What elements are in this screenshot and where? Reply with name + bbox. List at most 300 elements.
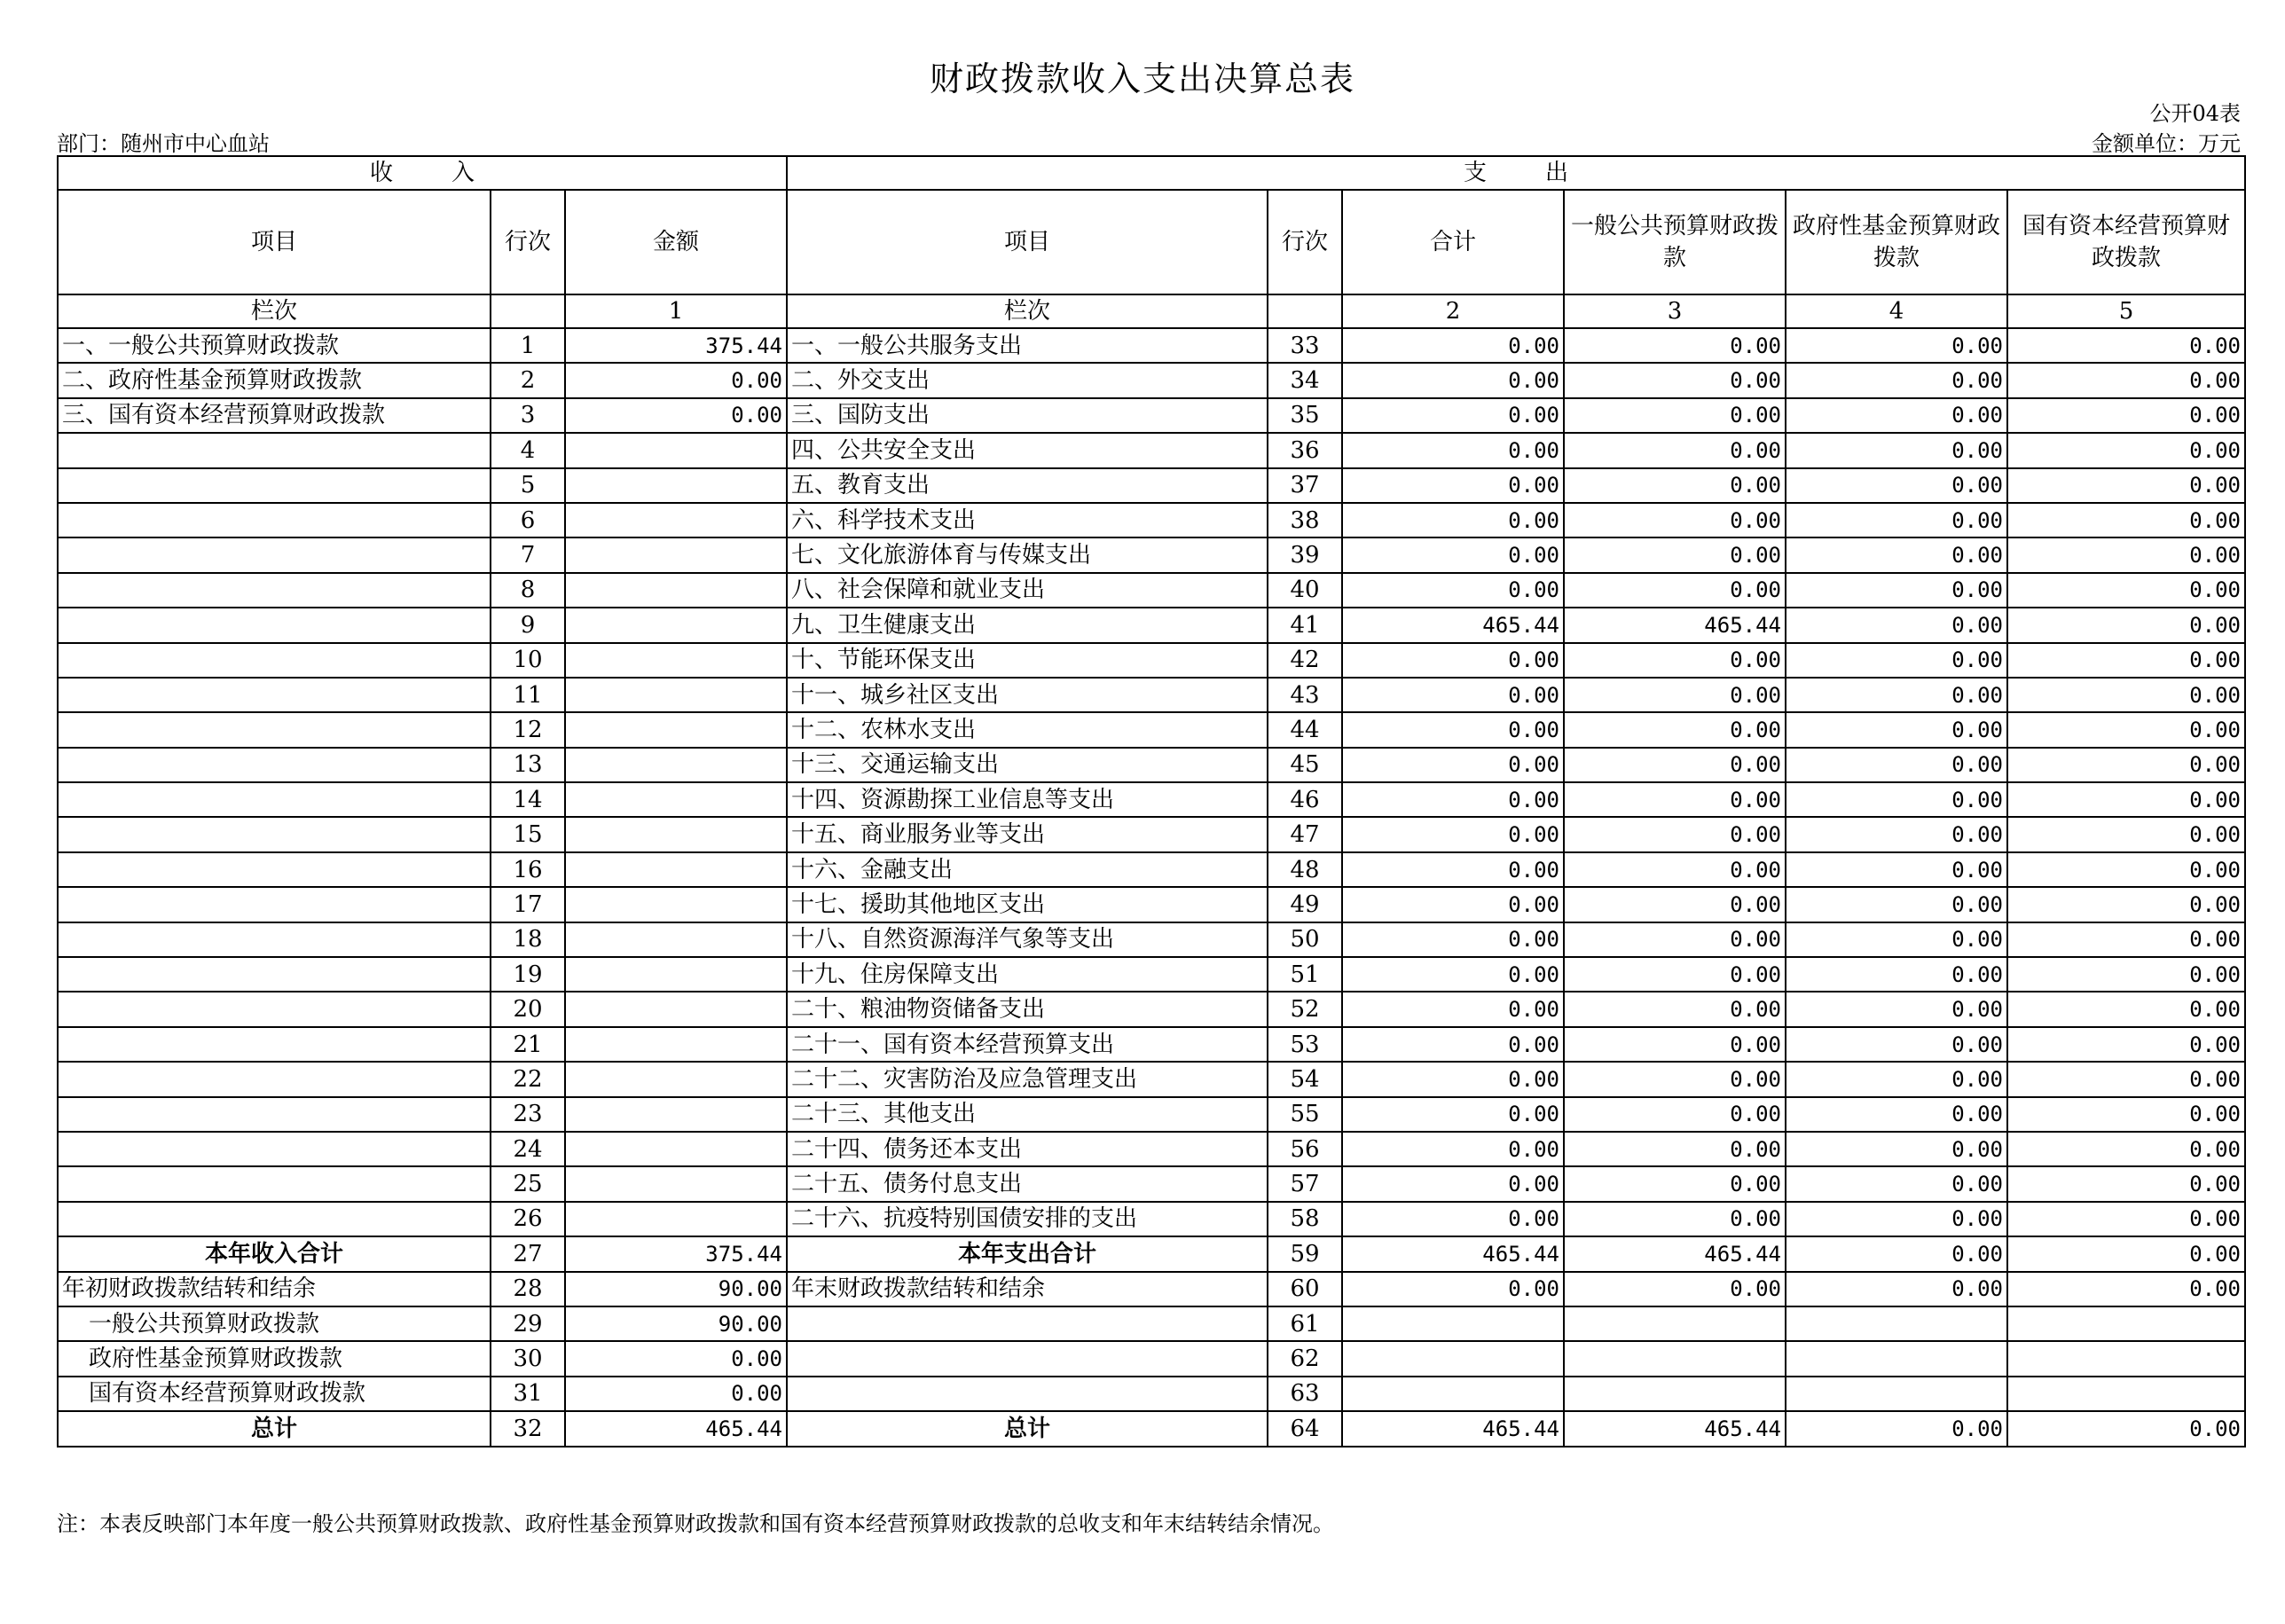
fund-budget-cell: 0.00: [1786, 573, 2007, 608]
income-amount-cell: [565, 643, 787, 678]
expense-row-no-cell: 47: [1268, 817, 1342, 851]
income-amount-cell: 0.00: [565, 1341, 787, 1376]
table-row: [58, 328, 2245, 363]
expense-item-cell: [787, 1377, 1268, 1411]
income-row-no-cell: 5: [491, 468, 565, 503]
expense-row-no-cell: 44: [1268, 712, 1342, 747]
income-item-cell: [58, 1166, 491, 1201]
total-cell: 0.00: [1342, 852, 1564, 887]
income-item-cell: 总计: [58, 1411, 491, 1446]
expense-item-cell: 十九、住房保障支出: [787, 957, 1268, 992]
expense-item-cell: 十、节能环保支出: [787, 643, 1268, 678]
fund-budget-cell: 0.00: [1786, 608, 2007, 642]
income-amount-cell: [565, 537, 787, 572]
income-item-cell: [58, 1132, 491, 1166]
column-number-3: 3: [1564, 294, 1786, 328]
table-row: [58, 468, 2245, 503]
expense-row-no-cell: 62: [1268, 1341, 1342, 1376]
income-item-cell: [58, 817, 491, 851]
income-amount-cell: 465.44: [565, 1411, 787, 1446]
table-row: [58, 1132, 2245, 1166]
general-budget-cell: 0.00: [1564, 643, 1786, 678]
total-cell: 0.00: [1342, 468, 1564, 503]
income-item-cell: 年初财政拨款结转和结余: [58, 1272, 491, 1306]
table-row: [58, 817, 2245, 851]
general-budget-cell: 0.00: [1564, 363, 1786, 397]
income-item-cell: [58, 852, 491, 887]
state-capital-cell: 0.00: [2007, 608, 2245, 642]
expense-row-no-cell: 40: [1268, 573, 1342, 608]
general-budget-cell: 0.00: [1564, 1272, 1786, 1306]
fund-budget-cell: 0.00: [1786, 328, 2007, 363]
income-amount-cell: [565, 957, 787, 992]
state-capital-cell: 0.00: [2007, 1236, 2245, 1271]
income-row-no-cell: 1: [491, 328, 565, 363]
general-budget-cell: 465.44: [1564, 1236, 1786, 1271]
general-budget-cell: 0.00: [1564, 537, 1786, 572]
column-number-5: 5: [2007, 294, 2245, 328]
state-capital-cell: 0.00: [2007, 887, 2245, 922]
expense-item-cell: 九、卫生健康支出: [787, 608, 1268, 642]
income-item-cell: [58, 537, 491, 572]
income-item-cell: [58, 922, 491, 957]
fund-budget-header: 政府性基金预算财政拨款: [1786, 190, 2007, 294]
income-row-no-cell: 32: [491, 1411, 565, 1446]
income-row-no-cell: 3: [491, 398, 565, 433]
general-budget-cell: 0.00: [1564, 503, 1786, 537]
general-budget-cell: 465.44: [1564, 608, 1786, 642]
fund-budget-cell: 0.00: [1786, 957, 2007, 992]
income-amount-cell: [565, 468, 787, 503]
total-cell: 0.00: [1342, 748, 1564, 782]
table-row: [58, 1341, 2245, 1376]
income-item-cell: 一般公共预算财政拨款: [58, 1306, 491, 1341]
general-budget-header: 一般公共预算财政拨款: [1564, 190, 1786, 294]
total-cell: 0.00: [1342, 1097, 1564, 1132]
expense-row-no-cell: 58: [1268, 1202, 1342, 1236]
total-cell: 0.00: [1342, 1166, 1564, 1201]
form-number: 公开04表: [2149, 101, 2241, 126]
state-capital-cell: 0.00: [2007, 817, 2245, 851]
general-budget-cell: [1564, 1341, 1786, 1376]
state-capital-cell: 0.00: [2007, 1062, 2245, 1096]
income-row-no-cell: 15: [491, 817, 565, 851]
income-item-cell: [58, 503, 491, 537]
table-row: [58, 573, 2245, 608]
table-row: [58, 1062, 2245, 1096]
income-row-no-cell: 30: [491, 1341, 565, 1376]
table-row: [58, 1097, 2245, 1132]
general-budget-cell: 0.00: [1564, 468, 1786, 503]
state-capital-cell: 0.00: [2007, 922, 2245, 957]
table-row: [58, 748, 2245, 782]
column-label-blank: [1268, 294, 1342, 328]
expense-item-cell: 十二、农林水支出: [787, 712, 1268, 747]
table-row: [58, 537, 2245, 572]
general-budget-cell: [1564, 1377, 1786, 1411]
general-budget-cell: 0.00: [1564, 1166, 1786, 1201]
total-cell: 0.00: [1342, 992, 1564, 1026]
table-row: [58, 782, 2245, 817]
table-row: [58, 678, 2245, 712]
income-item-cell: 一、一般公共预算财政拨款: [58, 328, 491, 363]
table-row: [58, 957, 2245, 992]
column-number-1: 1: [565, 294, 787, 328]
income-amount-cell: [565, 1097, 787, 1132]
income-row-no-cell: 16: [491, 852, 565, 887]
expense-row-no-cell: 61: [1268, 1306, 1342, 1341]
income-item-cell: [58, 712, 491, 747]
income-amount-cell: [565, 678, 787, 712]
fund-budget-cell: [1786, 1341, 2007, 1376]
total-cell: 0.00: [1342, 782, 1564, 817]
state-capital-cell: 0.00: [2007, 712, 2245, 747]
expense-item-cell: 二十六、抗疫特别国债安排的支出: [787, 1202, 1268, 1236]
general-budget-cell: 0.00: [1564, 782, 1786, 817]
income-row-no-cell: 18: [491, 922, 565, 957]
income-item-cell: 三、国有资本经营预算财政拨款: [58, 398, 491, 433]
fund-budget-cell: 0.00: [1786, 817, 2007, 851]
expense-row-no-cell: 64: [1268, 1411, 1342, 1446]
income-amount-cell: [565, 852, 787, 887]
fund-budget-cell: 0.00: [1786, 1411, 2007, 1446]
expense-item-cell: 总计: [787, 1411, 1268, 1446]
general-budget-cell: 0.00: [1564, 433, 1786, 467]
general-budget-cell: 0.00: [1564, 328, 1786, 363]
general-budget-cell: 0.00: [1564, 1097, 1786, 1132]
state-capital-cell: 0.00: [2007, 1202, 2245, 1236]
expense-item-cell: 二、外交支出: [787, 363, 1268, 397]
income-item-cell: [58, 992, 491, 1026]
expense-row-no-cell: 56: [1268, 1132, 1342, 1166]
total-cell: 0.00: [1342, 398, 1564, 433]
income-amount-cell: [565, 782, 787, 817]
amount-unit-label: 金额单位：万元: [2092, 131, 2241, 156]
fund-budget-cell: [1786, 1377, 2007, 1411]
general-budget-cell: 0.00: [1564, 1202, 1786, 1236]
expense-row-no-cell: 34: [1268, 363, 1342, 397]
income-item-cell: 国有资本经营预算财政拨款: [58, 1377, 491, 1411]
fund-budget-cell: 0.00: [1786, 712, 2007, 747]
expense-item-cell: [787, 1306, 1268, 1341]
total-cell: 0.00: [1342, 573, 1564, 608]
income-amount-cell: 0.00: [565, 1377, 787, 1411]
expense-row-no-cell: 48: [1268, 852, 1342, 887]
income-row-no-cell: 21: [491, 1027, 565, 1062]
income-row-no-cell: 17: [491, 887, 565, 922]
income-amount-cell: 375.44: [565, 328, 787, 363]
general-budget-cell: 0.00: [1564, 922, 1786, 957]
expense-item-cell: 七、文化旅游体育与传媒支出: [787, 537, 1268, 572]
state-capital-cell: 0.00: [2007, 782, 2245, 817]
table-row: [58, 1377, 2245, 1411]
expense-item-cell: 二十二、灾害防治及应急管理支出: [787, 1062, 1268, 1096]
state-capital-cell: 0.00: [2007, 852, 2245, 887]
total-cell: 0.00: [1342, 433, 1564, 467]
income-row-no-cell: 12: [491, 712, 565, 747]
expense-section-header: 支 出: [787, 156, 2245, 190]
income-row-no-cell: 14: [491, 782, 565, 817]
table-row: [58, 363, 2245, 397]
total-cell: 0.00: [1342, 678, 1564, 712]
expense-row-no-cell: 37: [1268, 468, 1342, 503]
department-label: 部门：随州市中心血站: [57, 131, 270, 156]
total-cell: 0.00: [1342, 328, 1564, 363]
expense-item-cell: 二十三、其他支出: [787, 1097, 1268, 1132]
income-item-cell: [58, 1202, 491, 1236]
total-cell: 0.00: [1342, 1272, 1564, 1306]
income-amount-cell: [565, 712, 787, 747]
fund-budget-cell: 0.00: [1786, 433, 2007, 467]
general-budget-cell: 0.00: [1564, 957, 1786, 992]
expense-item-cell: 八、社会保障和就业支出: [787, 573, 1268, 608]
state-capital-cell: 0.00: [2007, 503, 2245, 537]
fund-budget-cell: 0.00: [1786, 748, 2007, 782]
income-row-no-cell: 4: [491, 433, 565, 467]
income-item-cell: 二、政府性基金预算财政拨款: [58, 363, 491, 397]
column-label-expense: 栏次: [787, 294, 1268, 328]
state-capital-cell: 0.00: [2007, 433, 2245, 467]
table-row: [58, 1236, 2245, 1271]
state-capital-cell: 0.00: [2007, 1132, 2245, 1166]
income-amount-cell: [565, 922, 787, 957]
table-row: [58, 643, 2245, 678]
total-cell: 0.00: [1342, 643, 1564, 678]
total-cell: 0.00: [1342, 363, 1564, 397]
table-row: [58, 1272, 2245, 1306]
income-amount-cell: [565, 573, 787, 608]
income-item-cell: [58, 887, 491, 922]
income-row-no-cell: 6: [491, 503, 565, 537]
income-amount-cell: 0.00: [565, 363, 787, 397]
income-amount-cell: [565, 1062, 787, 1096]
income-amount-cell: [565, 817, 787, 851]
income-row-no-cell: 7: [491, 537, 565, 572]
state-capital-cell: 0.00: [2007, 468, 2245, 503]
income-row-no-cell: 20: [491, 992, 565, 1026]
state-capital-cell: 0.00: [2007, 1272, 2245, 1306]
state-capital-cell: 0.00: [2007, 678, 2245, 712]
table-row: [58, 1027, 2245, 1062]
income-item-cell: [58, 433, 491, 467]
expense-row-no-cell: 54: [1268, 1062, 1342, 1096]
expense-row-no-cell: 39: [1268, 537, 1342, 572]
state-capital-cell: 0.00: [2007, 537, 2245, 572]
income-amount-cell: [565, 608, 787, 642]
budget-summary-table: [57, 155, 2246, 1447]
expense-row-no-cell: 41: [1268, 608, 1342, 642]
income-item-cell: 政府性基金预算财政拨款: [58, 1341, 491, 1376]
fund-budget-cell: 0.00: [1786, 1132, 2007, 1166]
fund-budget-cell: 0.00: [1786, 1236, 2007, 1271]
fund-budget-cell: 0.00: [1786, 1272, 2007, 1306]
column-label: 栏次: [58, 294, 491, 328]
state-capital-cell: 0.00: [2007, 573, 2245, 608]
income-item-cell: 本年收入合计: [58, 1236, 491, 1271]
income-row-no-header: 行次: [491, 190, 565, 294]
fund-budget-cell: 0.00: [1786, 992, 2007, 1026]
expense-item-cell: 十四、资源勘探工业信息等支出: [787, 782, 1268, 817]
income-amount-cell: 90.00: [565, 1272, 787, 1306]
total-cell: 0.00: [1342, 817, 1564, 851]
total-cell: 0.00: [1342, 1062, 1564, 1096]
general-budget-cell: 0.00: [1564, 887, 1786, 922]
general-budget-cell: 0.00: [1564, 1027, 1786, 1062]
expense-item-header: 项目: [787, 190, 1268, 294]
table-row: [58, 503, 2245, 537]
income-row-no-cell: 2: [491, 363, 565, 397]
table-row: [58, 1166, 2245, 1201]
table-row: [58, 852, 2245, 887]
expense-row-no-cell: 53: [1268, 1027, 1342, 1062]
table-row: [58, 922, 2245, 957]
page-title: 财政拨款收入支出决算总表: [929, 59, 1355, 98]
state-capital-cell: 0.00: [2007, 1411, 2245, 1446]
state-capital-cell: 0.00: [2007, 398, 2245, 433]
general-budget-cell: 0.00: [1564, 1062, 1786, 1096]
table-row: [58, 433, 2245, 467]
expense-row-no-cell: 63: [1268, 1377, 1342, 1411]
income-row-no-cell: 27: [491, 1236, 565, 1271]
total-cell: 0.00: [1342, 1027, 1564, 1062]
fund-budget-cell: 0.00: [1786, 468, 2007, 503]
expense-item-cell: 十五、商业服务业等支出: [787, 817, 1268, 851]
income-amount-cell: [565, 1027, 787, 1062]
income-amount-cell: [565, 887, 787, 922]
income-item-cell: [58, 468, 491, 503]
state-capital-cell: [2007, 1341, 2245, 1376]
income-row-no-cell: 19: [491, 957, 565, 992]
state-capital-cell: 0.00: [2007, 1027, 2245, 1062]
income-item-cell: [58, 1062, 491, 1096]
expense-row-no-cell: 57: [1268, 1166, 1342, 1201]
state-capital-cell: [2007, 1377, 2245, 1411]
income-item-cell: [58, 782, 491, 817]
table-row: [58, 887, 2245, 922]
table-body: [58, 328, 2245, 1447]
fund-budget-cell: 0.00: [1786, 1062, 2007, 1096]
expense-item-cell: 本年支出合计: [787, 1236, 1268, 1271]
expense-row-no-cell: 42: [1268, 643, 1342, 678]
fund-budget-cell: 0.00: [1786, 398, 2007, 433]
income-item-cell: [58, 678, 491, 712]
expense-row-no-header: 行次: [1268, 190, 1342, 294]
total-cell: 0.00: [1342, 1132, 1564, 1166]
income-row-no-cell: 28: [491, 1272, 565, 1306]
fund-budget-cell: 0.00: [1786, 363, 2007, 397]
income-amount-cell: 375.44: [565, 1236, 787, 1271]
general-budget-cell: 0.00: [1564, 852, 1786, 887]
state-capital-cell: 0.00: [2007, 363, 2245, 397]
expense-row-no-cell: 38: [1268, 503, 1342, 537]
expense-item-cell: 六、科学技术支出: [787, 503, 1268, 537]
general-budget-cell: 0.00: [1564, 817, 1786, 851]
expense-row-no-cell: 52: [1268, 992, 1342, 1026]
income-row-no-cell: 8: [491, 573, 565, 608]
state-capital-cell: 0.00: [2007, 1166, 2245, 1201]
state-capital-cell: 0.00: [2007, 328, 2245, 363]
expense-item-cell: 二十四、债务还本支出: [787, 1132, 1268, 1166]
fund-budget-cell: 0.00: [1786, 922, 2007, 957]
expense-item-cell: 五、教育支出: [787, 468, 1268, 503]
fund-budget-cell: 0.00: [1786, 678, 2007, 712]
table-row: [58, 1306, 2245, 1341]
income-item-cell: [58, 748, 491, 782]
expense-row-no-cell: 33: [1268, 328, 1342, 363]
expense-item-cell: 十六、金融支出: [787, 852, 1268, 887]
fund-budget-cell: 0.00: [1786, 782, 2007, 817]
total-cell: 465.44: [1342, 1236, 1564, 1271]
total-cell: [1342, 1377, 1564, 1411]
fund-budget-cell: 0.00: [1786, 1027, 2007, 1062]
total-cell: 0.00: [1342, 1202, 1564, 1236]
expense-item-cell: 一、一般公共服务支出: [787, 328, 1268, 363]
expense-row-no-cell: 46: [1268, 782, 1342, 817]
general-budget-cell: 0.00: [1564, 398, 1786, 433]
table-row: [58, 712, 2245, 747]
general-budget-cell: 0.00: [1564, 573, 1786, 608]
state-capital-cell: 0.00: [2007, 748, 2245, 782]
expense-row-no-cell: 55: [1268, 1097, 1342, 1132]
footnote: 注：本表反映部门本年度一般公共预算财政拨款、政府性基金预算财政拨款和国有资本经营预算财政拨款的总收支和年末结转结余情况。: [57, 1511, 1334, 1536]
income-amount-cell: [565, 1132, 787, 1166]
state-capital-header: 国有资本经营预算财政拨款: [2007, 190, 2245, 294]
fund-budget-cell: 0.00: [1786, 1097, 2007, 1132]
state-capital-cell: 0.00: [2007, 1097, 2245, 1132]
general-budget-cell: 465.44: [1564, 1411, 1786, 1446]
expense-row-no-cell: 45: [1268, 748, 1342, 782]
income-amount-cell: [565, 503, 787, 537]
fund-budget-cell: 0.00: [1786, 1202, 2007, 1236]
expense-item-cell: 二十、粮油物资储备支出: [787, 992, 1268, 1026]
income-amount-cell: [565, 1166, 787, 1201]
expense-row-no-cell: 49: [1268, 887, 1342, 922]
column-number-2: 2: [1342, 294, 1564, 328]
income-item-cell: [58, 573, 491, 608]
expense-item-cell: [787, 1341, 1268, 1376]
expense-row-no-cell: 36: [1268, 433, 1342, 467]
income-row-no-cell: 13: [491, 748, 565, 782]
total-cell: 465.44: [1342, 1411, 1564, 1446]
state-capital-cell: 0.00: [2007, 643, 2245, 678]
income-item-cell: [58, 1097, 491, 1132]
total-cell: 465.44: [1342, 608, 1564, 642]
fund-budget-cell: 0.00: [1786, 643, 2007, 678]
table-row: [58, 608, 2245, 642]
table-row: [58, 992, 2245, 1026]
income-row-no-cell: 23: [491, 1097, 565, 1132]
income-item-header: 项目: [58, 190, 491, 294]
total-cell: 0.00: [1342, 922, 1564, 957]
expense-item-cell: 二十一、国有资本经营预算支出: [787, 1027, 1268, 1062]
column-number-4: 4: [1786, 294, 2007, 328]
table-row: [58, 1411, 2245, 1446]
income-amount-header: 金额: [565, 190, 787, 294]
total-cell: 0.00: [1342, 887, 1564, 922]
expense-row-no-cell: 51: [1268, 957, 1342, 992]
income-row-no-cell: 24: [491, 1132, 565, 1166]
total-cell: 0.00: [1342, 503, 1564, 537]
expense-item-cell: 四、公共安全支出: [787, 433, 1268, 467]
expense-item-cell: 十三、交通运输支出: [787, 748, 1268, 782]
total-header: 合计: [1342, 190, 1564, 294]
general-budget-cell: 0.00: [1564, 678, 1786, 712]
income-row-no-cell: 29: [491, 1306, 565, 1341]
expense-row-no-cell: 35: [1268, 398, 1342, 433]
income-row-no-cell: 10: [491, 643, 565, 678]
state-capital-cell: 0.00: [2007, 992, 2245, 1026]
income-row-no-cell: 25: [491, 1166, 565, 1201]
